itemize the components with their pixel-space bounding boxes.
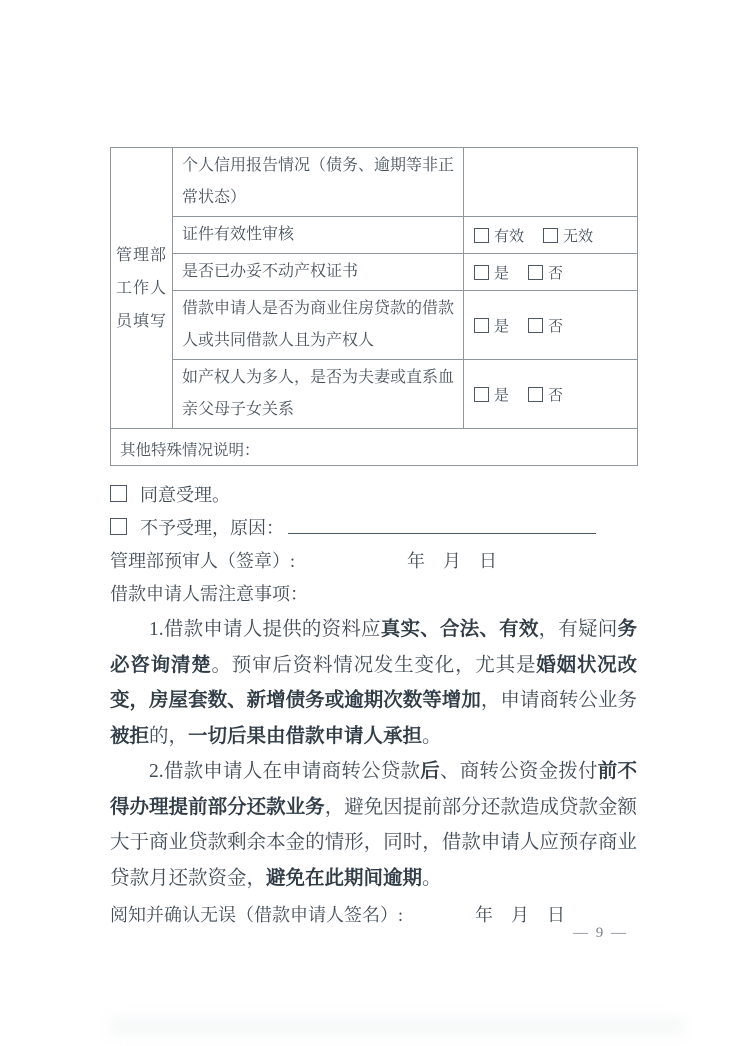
reason-blank-line[interactable] xyxy=(288,513,596,534)
option-pair xyxy=(528,388,563,404)
note-text: 2.借款申请人在申请商转公贷款 xyxy=(149,761,421,782)
notes-heading: 借款申请人需注意事项： xyxy=(110,583,308,604)
document-content xyxy=(110,147,637,932)
confirm-date: 年 月 日 xyxy=(475,905,565,925)
option-checkbox[interactable] xyxy=(474,265,489,280)
review-table xyxy=(110,147,638,466)
notes-paragraphs xyxy=(110,612,637,896)
option-checkbox[interactable] xyxy=(543,228,558,243)
note-text: ，有疑问 xyxy=(538,619,618,640)
table-row xyxy=(111,360,638,429)
note-paragraph xyxy=(110,612,637,754)
reject-checkbox[interactable] xyxy=(110,518,127,535)
confirm-signature-line xyxy=(110,896,637,932)
note-text-bold: 后 xyxy=(420,761,440,782)
reviewer-label: 管理部预审人（签章）: xyxy=(110,550,295,571)
row-options xyxy=(464,360,638,429)
option-checkbox[interactable] xyxy=(528,265,543,280)
option-label: 否 xyxy=(548,265,564,282)
option-pair xyxy=(474,388,509,404)
option-checkbox[interactable] xyxy=(474,318,489,333)
option-label: 是 xyxy=(494,265,510,282)
option-pair xyxy=(528,319,563,335)
note-text-bold: 婚姻状况改变，房屋套数、新增债务或逾期次数等增加 xyxy=(110,654,637,711)
reject-option-line xyxy=(110,510,637,543)
row-label: 如产权人为多人，是否为夫妻或直系血亲父母子女关系 xyxy=(173,360,464,429)
reject-label: 不予受理，原因： xyxy=(140,517,284,538)
table-row xyxy=(111,429,638,466)
note-text: 。 xyxy=(422,725,442,747)
row-label: 借款申请人是否为商业住房贷款的借款人或共同借款人且为产权人 xyxy=(173,291,464,360)
page-number: — 9 — xyxy=(573,925,628,941)
row-options xyxy=(464,291,638,360)
row-options xyxy=(464,254,638,291)
header-line: 管理部 xyxy=(115,246,167,264)
agree-label: 同意受理。 xyxy=(140,484,230,505)
note-text: 。 xyxy=(422,867,442,889)
note-text-bold: 前不得办理提前部分还款业务 xyxy=(110,761,637,818)
note-paragraph xyxy=(110,754,637,896)
row-label: 是否已办妥不动产权证书 xyxy=(173,254,464,291)
option-label: 否 xyxy=(548,318,564,335)
special-notes-cell: 其他特殊情况说明： xyxy=(111,429,638,466)
header-line: 工作人 xyxy=(115,279,167,297)
table-header-staff-fill xyxy=(111,148,173,429)
note-text-bold: 避免在此期间逾期 xyxy=(266,867,423,889)
header-line: 员填写 xyxy=(115,312,167,330)
row-options xyxy=(464,217,638,254)
agree-option-line xyxy=(110,477,637,510)
table-row xyxy=(111,217,638,254)
row-options xyxy=(464,148,638,217)
option-pair xyxy=(543,229,593,245)
scan-artifact xyxy=(110,1018,685,1034)
note-text: 的， xyxy=(149,725,189,747)
note-text-bold: 真实、合法、有效 xyxy=(380,619,539,640)
option-label: 否 xyxy=(548,387,564,404)
row-label: 证件有效性审核 xyxy=(173,217,464,254)
table-row xyxy=(111,148,638,217)
agree-checkbox[interactable] xyxy=(110,485,127,502)
note-text: ，申请商转公业务 xyxy=(480,690,637,711)
option-pair xyxy=(528,266,563,282)
option-checkbox[interactable] xyxy=(474,228,489,243)
option-checkbox[interactable] xyxy=(528,318,543,333)
note-text: 、商转公资金拨付 xyxy=(439,761,598,782)
note-text: 。预审后资料情况发生变化，尤其是 xyxy=(211,654,537,676)
option-label: 是 xyxy=(494,318,510,335)
row-label: 个人信用报告情况（债务、逾期等非正常状态） xyxy=(173,148,464,217)
note-text-bold: 一切后果由借款申请人承担 xyxy=(188,725,423,747)
option-checkbox[interactable] xyxy=(528,387,543,402)
note-text: ，避免因提前部分还款造成贷款金额大于商业贷款剩余本金的情形，同时，借款申请人应预存商业贷款月还款资金， xyxy=(110,796,637,889)
reviewer-signature-line xyxy=(110,543,637,576)
option-pair xyxy=(474,229,524,245)
reviewer-date: 年 月 日 xyxy=(407,550,497,571)
note-text-bold: 被拒 xyxy=(110,725,150,747)
table-row xyxy=(111,291,638,360)
option-label: 是 xyxy=(494,387,510,404)
note-text: 1.借款申请人提供的资料应 xyxy=(149,619,381,640)
option-pair xyxy=(474,319,509,335)
confirm-label: 阅知并确认无误（借款申请人签名）: xyxy=(110,905,403,925)
option-pair xyxy=(474,266,509,282)
option-checkbox[interactable] xyxy=(474,387,489,402)
note-text-bold: 务必咨询清楚 xyxy=(110,619,637,676)
decision-section xyxy=(110,477,637,609)
table-row xyxy=(111,254,638,291)
option-label: 有效 xyxy=(494,228,525,245)
option-label: 无效 xyxy=(563,228,594,245)
